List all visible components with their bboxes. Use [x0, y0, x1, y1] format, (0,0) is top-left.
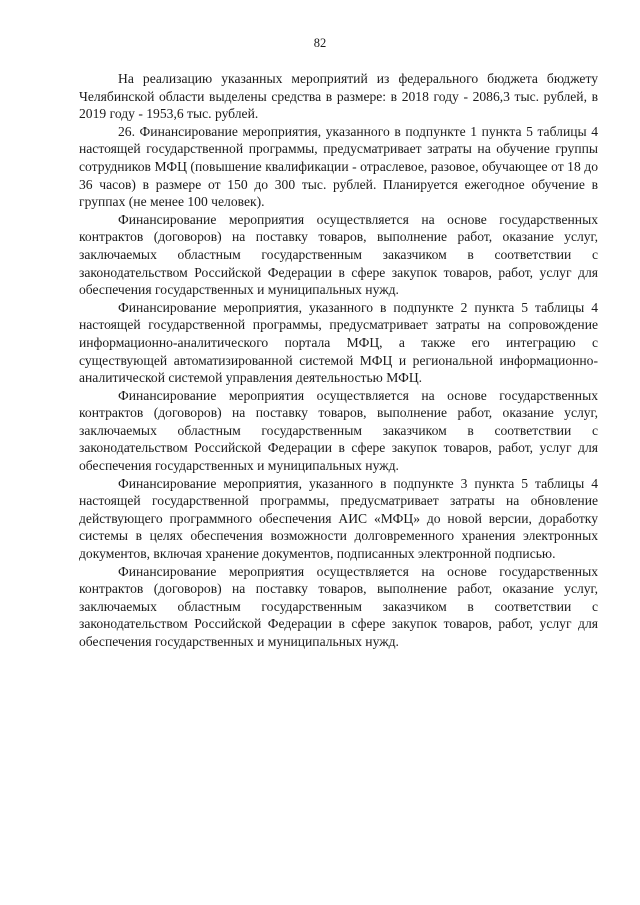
paragraph-procurement-basis: Финансирование мероприятия осуществляется на основе государственных контрактов (договоров) на поставку товаров, выполнение работ, оказание услуг, заключаемых областным государственным заказчиком в соответствии с законодательством Российской Федерации в сфере закупок товаров, работ, услуг для обеспечения государственных и муниципальных нужд.	[79, 387, 598, 474]
paragraph-federal-funding: На реализацию указанных мероприятий из федерального бюджета бюджету Челябинской области выделены средства в размере: в 2018 году - 2086,3 тыс. рублей, в 2019 году - 1953,6 тыс. рублей.	[79, 71, 598, 122]
paragraph-ais-update: Финансирование мероприятия, указанного в подпункте 3 пункта 5 таблицы 4 настоящей государственной программы, предусматривает затраты на обновление действующего программного обеспечения АИС «МФЦ» до новой версии, доработку системы в целях обеспечения возможности долговременного хранения электронных документов, включая хранение документов, подписанных электронной подписью.	[79, 475, 598, 562]
paragraph-item-26-training: 26. Финансирование мероприятия, указанного в подпункте 1 пункта 5 таблицы 4 настоящей государственной программы, предусматривает затраты на обучение группы сотрудников МФЦ (повышение квалификации - отраслевое, разовое, обучающее от 18 до 36 часов) в размере от 150 до 300 тыс. рублей. Планируется ежегодное обучение в группах (не менее 100 человек).	[79, 123, 598, 210]
page-number: 82	[313, 36, 327, 50]
paragraph-portal-support: Финансирование мероприятия, указанного в подпункте 2 пункта 5 таблицы 4 настоящей государственной программы, предусматривает затраты на сопровождение информационно-аналитического портала МФЦ, а также его интеграцию с существующей автоматизированной системой МФЦ и региональной информационно-аналитической системой управления деятельностью МФЦ.	[79, 299, 598, 386]
paragraph-procurement-basis: Финансирование мероприятия осуществляется на основе государственных контрактов (договоров) на поставку товаров, выполнение работ, оказание услуг, заключаемых областным государственным заказчиком в соответствии с законодательством Российской Федерации в сфере закупок товаров, работ, услуг для обеспечения государственных и муниципальных нужд.	[79, 211, 598, 298]
document-body	[79, 70, 598, 651]
paragraph-procurement-basis: Финансирование мероприятия осуществляется на основе государственных контрактов (договоров) на поставку товаров, выполнение работ, оказание услуг, заключаемых областным государственным заказчиком в соответствии с законодательством Российской Федерации в сфере закупок товаров, работ, услуг для обеспечения государственных и муниципальных нужд.	[79, 563, 598, 649]
